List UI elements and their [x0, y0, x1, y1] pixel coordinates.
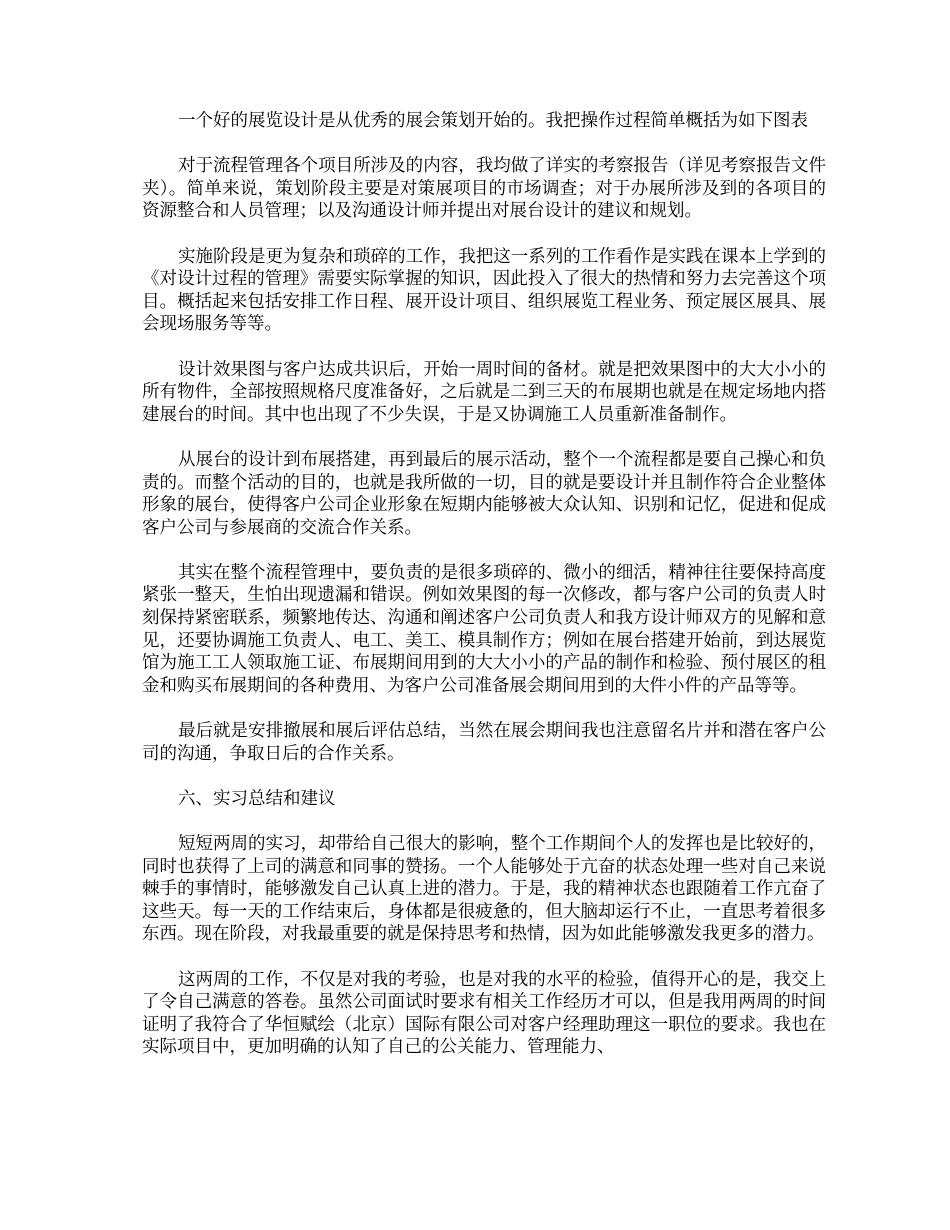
paragraph-two-weeks-work: 这两周的工作，不仅是对我的考验，也是对我的水平的检验，值得开心的是，我交上了令自己满意的答卷。虽然公司面试时要求有相关工作经历才可以，但是我用两周的时间证明了我符合了华恒赋绘（北京）国际有限公司对客户经理助理这一职位的要求。我也在实际项目中，更加明确的认知了自己的公关能力、管理能力、 — [142, 969, 826, 1058]
paragraph-intro: 一个好的展览设计是从优秀的展会策划开始的。我把操作过程简单概括为如下图表 — [178, 111, 808, 131]
paragraph-detailed-tasks: 其实在整个流程管理中，要负责的是很多琐碎的、微小的细活，精神往往要保持高度紧张一整天，生怕出现遗漏和错误。例如效果图的每一次修改，都与客户公司的负责人时刻保持紧密联系，频繁地传达、沟通和阐述客户公司负责人和我方设计师双方的见解和意见，还要协调施工负责人、电工、美工、模具制作方；例如在展台搭建开始前，到达展览馆为施工工人领取施工证、布展期间用到的大大小小的产品的制作和检验、预付展区的租金和购买布展期间的各种费用、为客户公司准备展会期间用到的大件小件的产品等等。 — [142, 562, 826, 696]
paragraph-closing-evaluation: 最后就是安排撤展和展后评估总结，当然在展会期间我也注意留名片并和潜在客户公司的沟通，争取日后的合作关系。 — [142, 721, 826, 764]
paragraph-material-preparation: 设计效果图与客户达成共识后，开始一周时间的备材。就是把效果图中的大大小小的所有物件，全部按照规格尺度准备好，之后就是二到三天的布展期也就是在规定场地内搭建展台的时间。其中也出现了不少失误，于是又协调施工人员重新准备制作。 — [142, 359, 826, 425]
paragraph-internship-summary: 短短两周的实习，却带给自己很大的影响，整个工作期间个人的发挥也是比较好的，同时也获得了上司的满意和同事的赞扬。一个人能够处于亢奋的状态处理一些对自己来说棘手的事情时，能够激发自己认真上进的潜力。于是，我的精神状态也跟随着工作亢奋了这些天。每一天的工作结束后，身体都是很疲惫的，但大脑却运行不止，一直思考着很多东西。现在阶段，对我最重要的就是保持思考和热情，因为如此能够激发我更多的潜力。 — [142, 834, 826, 945]
paragraph-design-to-exhibition: 从展台的设计到布展搭建，再到最后的展示活动，整个一个流程都是要自己操心和负责的。而整个活动的目的，也就是我所做的一切，目的就是要设计并且制作符合企业整体形象的展台，使得客户公司企业形象在短期内能够被大众认知、识别和记忆，促进和促成客户公司与参展商的交流合作关系。 — [142, 449, 826, 538]
paragraph-implementation-stage: 实施阶段是更为复杂和琐碎的工作，我把这一系列的工作看作是实践在课本上学到的《对设计过程的管理》需要实际掌握的知识，因此投入了很大的热情和努力去完善这个项目。概括起来包括安排工作日程、展开设计项目、组织展览工程业务、预定展区展具、展会现场服务等等。 — [142, 246, 826, 335]
document-page — [142, 110, 826, 1082]
paragraph-process-management: 对于流程管理各个项目所涉及的内容，我均做了详实的考察报告（详见考察报告文件夹）。简单来说，策划阶段主要是对策展项目的市场调查；对于办展所涉及到的各项目的资源整合和人员管理；以及沟通设计师并提出对展台设计的建议和规划。 — [142, 156, 826, 222]
section-heading: 六、实习总结和建议 — [178, 788, 336, 809]
